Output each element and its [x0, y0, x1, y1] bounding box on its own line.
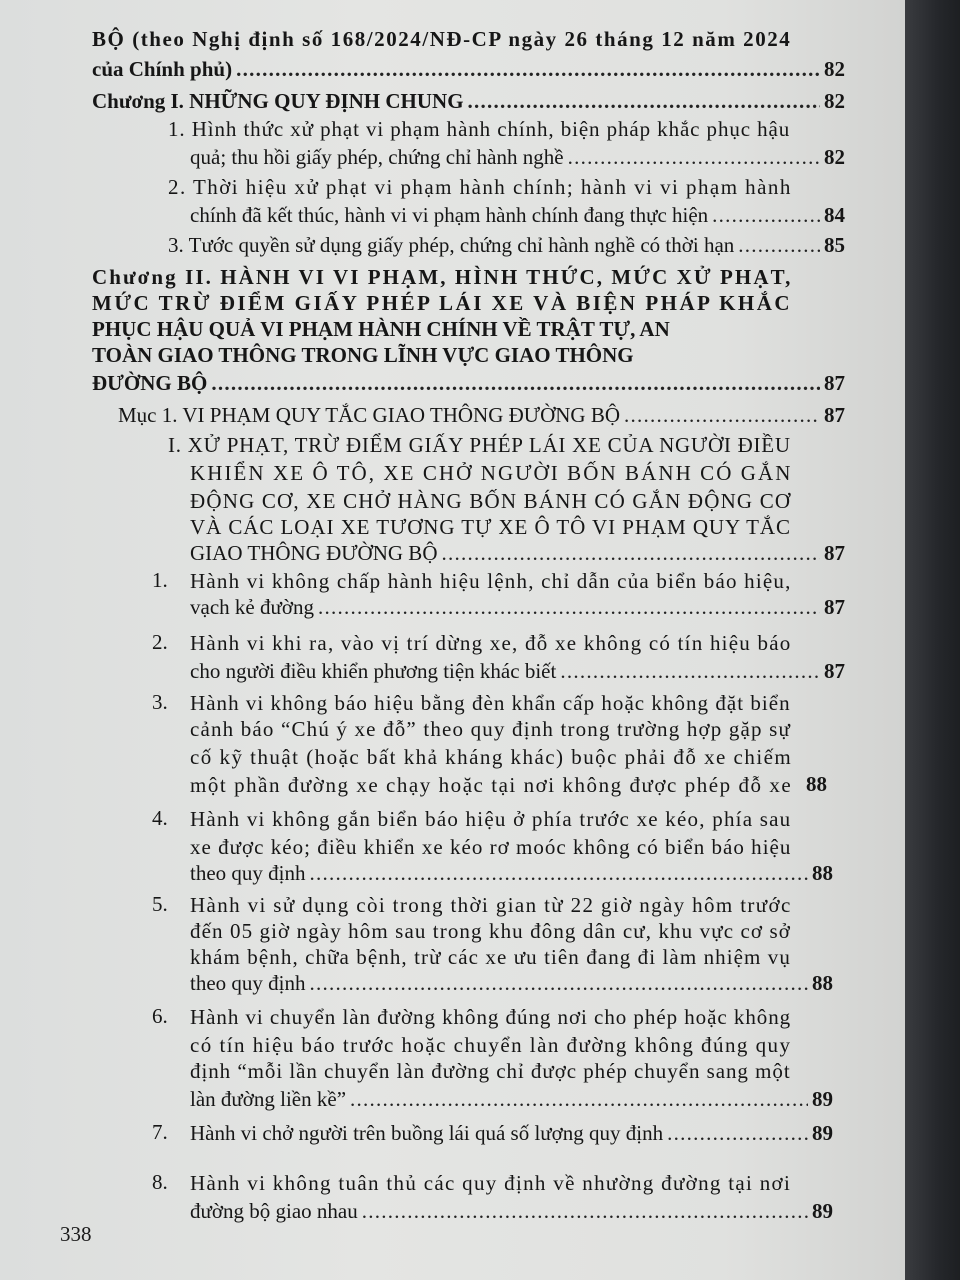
toc-page-number: 84 — [824, 203, 845, 227]
toc-subsection-I-line1: I. XỬ PHẠT, TRỪ ĐIỂM GIẤY PHÉP LÁI XE CỦA NGƯỜI ĐIỀU — [168, 433, 791, 457]
toc-text: ĐƯỜNG BỘ — [92, 371, 208, 395]
toc-item-1-line2 — [190, 144, 845, 170]
leader-dots — [310, 860, 809, 886]
toc-chapter-2-line3: PHỤC HẬU QUẢ VI PHẠM HÀNH CHÍNH VỀ TRẬT TỰ, AN — [92, 317, 670, 341]
toc-page-number: 89 — [812, 1121, 833, 1145]
toc-item-a6-line4 — [190, 1086, 833, 1112]
toc-item-a3-line2: cảnh báo “Chú ý xe đỗ” theo quy định trong trường hợp gặp sự — [190, 717, 791, 741]
toc-item-a5-line1: Hành vi sử dụng còi trong thời gian từ 22 giờ ngày hôm trước — [190, 893, 792, 917]
toc-entry-decree-line2 — [92, 56, 845, 82]
item-number: 1. — [152, 568, 168, 592]
toc-text: cho người điều khiển phương tiện khác biết — [190, 659, 557, 683]
item-number: 2. — [152, 630, 168, 654]
leader-dots — [211, 370, 820, 396]
leader-dots — [318, 594, 820, 620]
toc-text: Chương I. NHỮNG QUY ĐỊNH CHUNG — [92, 89, 464, 113]
toc-text: của Chính phủ) — [92, 57, 233, 81]
toc-page-number: 87 — [824, 371, 845, 395]
toc-page-number: 82 — [824, 89, 845, 113]
toc-text: 3. Tước quyền sử dụng giấy phép, chứng chỉ hành nghề có thời hạn — [168, 233, 735, 257]
toc-text: chính đã kết thúc, hành vi vi phạm hành chính đang thực hiện — [190, 203, 709, 227]
book-edge-shadow — [905, 0, 960, 1280]
toc-item-2-line1: 2. Thời hiệu xử phạt vi phạm hành chính; hành vi vi phạm hành — [168, 175, 792, 199]
toc-page-number: 87 — [824, 541, 845, 565]
toc-text: làn đường liền kề” — [190, 1087, 347, 1111]
toc-item-a4-line2: xe được kéo; điều khiển xe kéo rơ moóc không có biển báo hiệu — [190, 835, 792, 859]
toc-page-number: 87 — [824, 403, 845, 427]
toc-subsection-I-line2: KHIỂN XE Ô TÔ, XE CHỞ NGƯỜI BỐN BÁNH CÓ GẮN — [190, 461, 793, 485]
toc-chapter-2-line5 — [92, 370, 845, 396]
toc-page-number: 88 — [812, 971, 833, 995]
toc-chapter-2-line2: MỨC TRỪ ĐIỂM GIẤY PHÉP LÁI XE VÀ BIỆN PHÁP KHẮC — [92, 291, 793, 315]
toc-item-3 — [168, 232, 845, 258]
leader-dots — [667, 1120, 808, 1146]
toc-item-a5-line2: đến 05 giờ ngày hôm sau trong khu đông dân cư, khu vực cơ sở — [190, 919, 791, 943]
toc-text: theo quy định — [190, 861, 306, 885]
item-number: 7. — [152, 1120, 168, 1144]
leader-dots — [560, 658, 820, 684]
toc-text: đường bộ giao nhau — [190, 1199, 358, 1223]
leader-dots — [362, 1198, 808, 1224]
leader-dots — [350, 1086, 808, 1112]
leader-dots — [624, 402, 820, 428]
toc-item-a3-line3: cố kỹ thuật (hoặc bất khả kháng khác) buộc phải đỗ xe chiếm — [190, 745, 793, 769]
leader-dots — [568, 144, 820, 170]
toc-page-number: 82 — [824, 57, 845, 81]
toc-text: quả; thu hồi giấy phép, chứng chỉ hành nghề — [190, 145, 564, 169]
toc-chapter-2-line4: TOÀN GIAO THÔNG TRONG LĨNH VỰC GIAO THÔNG — [92, 343, 634, 367]
toc-subsection-I-line3: ĐỘNG CƠ, XE CHỞ HÀNG BỐN BÁNH CÓ GẮN ĐỘNG CƠ — [190, 489, 792, 513]
toc-item-a4-line1: Hành vi không gắn biển báo hiệu ở phía trước xe kéo, phía sau — [190, 807, 792, 831]
toc-page-number: 89 — [812, 1199, 833, 1223]
toc-item-a6-line2: có tín hiệu báo trước hoặc chuyển làn đường không đúng quy — [190, 1033, 792, 1057]
leader-dots — [738, 232, 820, 258]
toc-text: Hành vi chở người trên buồng lái quá số lượng quy định — [190, 1121, 664, 1145]
leader-dots — [468, 88, 820, 114]
toc-text: GIAO THÔNG ĐƯỜNG BỘ — [190, 541, 438, 565]
leader-dots — [712, 202, 820, 228]
leader-dots — [441, 540, 820, 566]
item-number: 4. — [152, 806, 168, 830]
toc-subsection-I-line4: VÀ CÁC LOẠI XE TƯƠNG TỰ XE Ô TÔ VI PHẠM QUY TẮC — [190, 515, 791, 539]
toc-page-number: 87 — [824, 595, 845, 619]
toc-item-a6-line3: định “mỗi lần chuyển làn đường chỉ được phép chuyển sang một — [190, 1059, 791, 1083]
toc-chapter-2-line1: Chương II. HÀNH VI VI PHẠM, HÌNH THỨC, MỨC XỬ PHẠT, — [92, 265, 793, 289]
toc-item-a6-line1: Hành vi chuyển làn đường không đúng nơi cho phép hoặc không — [190, 1005, 792, 1029]
toc-page-number: 85 — [824, 233, 845, 257]
toc-item-a8-line1: Hành vi không tuân thủ các quy định về nhường đường tại nơi — [190, 1171, 792, 1195]
toc-chapter-1 — [92, 88, 845, 114]
toc-item-a7 — [190, 1120, 833, 1146]
toc-page-number: 87 — [824, 659, 845, 683]
item-number: 3. — [152, 690, 168, 714]
toc-page-number: 88 — [812, 861, 833, 885]
toc-entry-decree-line1: BỘ (theo Nghị định số 168/2024/NĐ-CP ngày 26 tháng 12 năm 2024 — [92, 27, 792, 51]
toc-item-a5-line4 — [190, 970, 833, 996]
toc-page-number: 88 — [806, 772, 827, 796]
toc-item-a4-line3 — [190, 860, 833, 886]
item-number: 6. — [152, 1004, 168, 1028]
toc-item-a5-line3: khám bệnh, chữa bệnh, trừ các xe ưu tiên đang đi làm nhiệm vụ — [190, 945, 791, 969]
toc-item-a2-line2 — [190, 658, 845, 684]
page-number: 338 — [60, 1222, 92, 1246]
toc-item-a3-line1: Hành vi không báo hiệu bằng đèn khẩn cấp hoặc không đặt biển — [190, 691, 791, 715]
toc-section-muc-1 — [118, 402, 845, 428]
toc-item-a8-line2 — [190, 1198, 833, 1224]
toc-text: vạch kẻ đường — [190, 595, 314, 619]
toc-item-a2-line1: Hành vi khi ra, vào vị trí dừng xe, đỗ xe không có tín hiệu báo — [190, 631, 792, 655]
toc-item-a1-line1: Hành vi không chấp hành hiệu lệnh, chỉ dẫn của biển báo hiệu, — [190, 569, 792, 593]
toc-item-1-line1: 1. Hình thức xử phạt vi phạm hành chính, biện pháp khắc phục hậu — [168, 117, 791, 141]
toc-item-2-line2 — [190, 202, 845, 228]
leader-dots — [310, 970, 809, 996]
toc-subsection-I-line5 — [190, 540, 845, 566]
toc-text: theo quy định — [190, 971, 306, 995]
toc-item-a3-line4: một phần đường xe chạy hoặc tại nơi không được phép đỗ xe — [190, 773, 793, 797]
toc-page-number: 89 — [812, 1087, 833, 1111]
item-number: 8. — [152, 1170, 168, 1194]
toc-text: Mục 1. VI PHẠM QUY TẮC GIAO THÔNG ĐƯỜNG BỘ — [118, 403, 621, 427]
leader-dots — [236, 56, 820, 82]
item-number: 5. — [152, 892, 168, 916]
toc-page-number: 82 — [824, 145, 845, 169]
toc-item-a1-line2 — [190, 594, 845, 620]
